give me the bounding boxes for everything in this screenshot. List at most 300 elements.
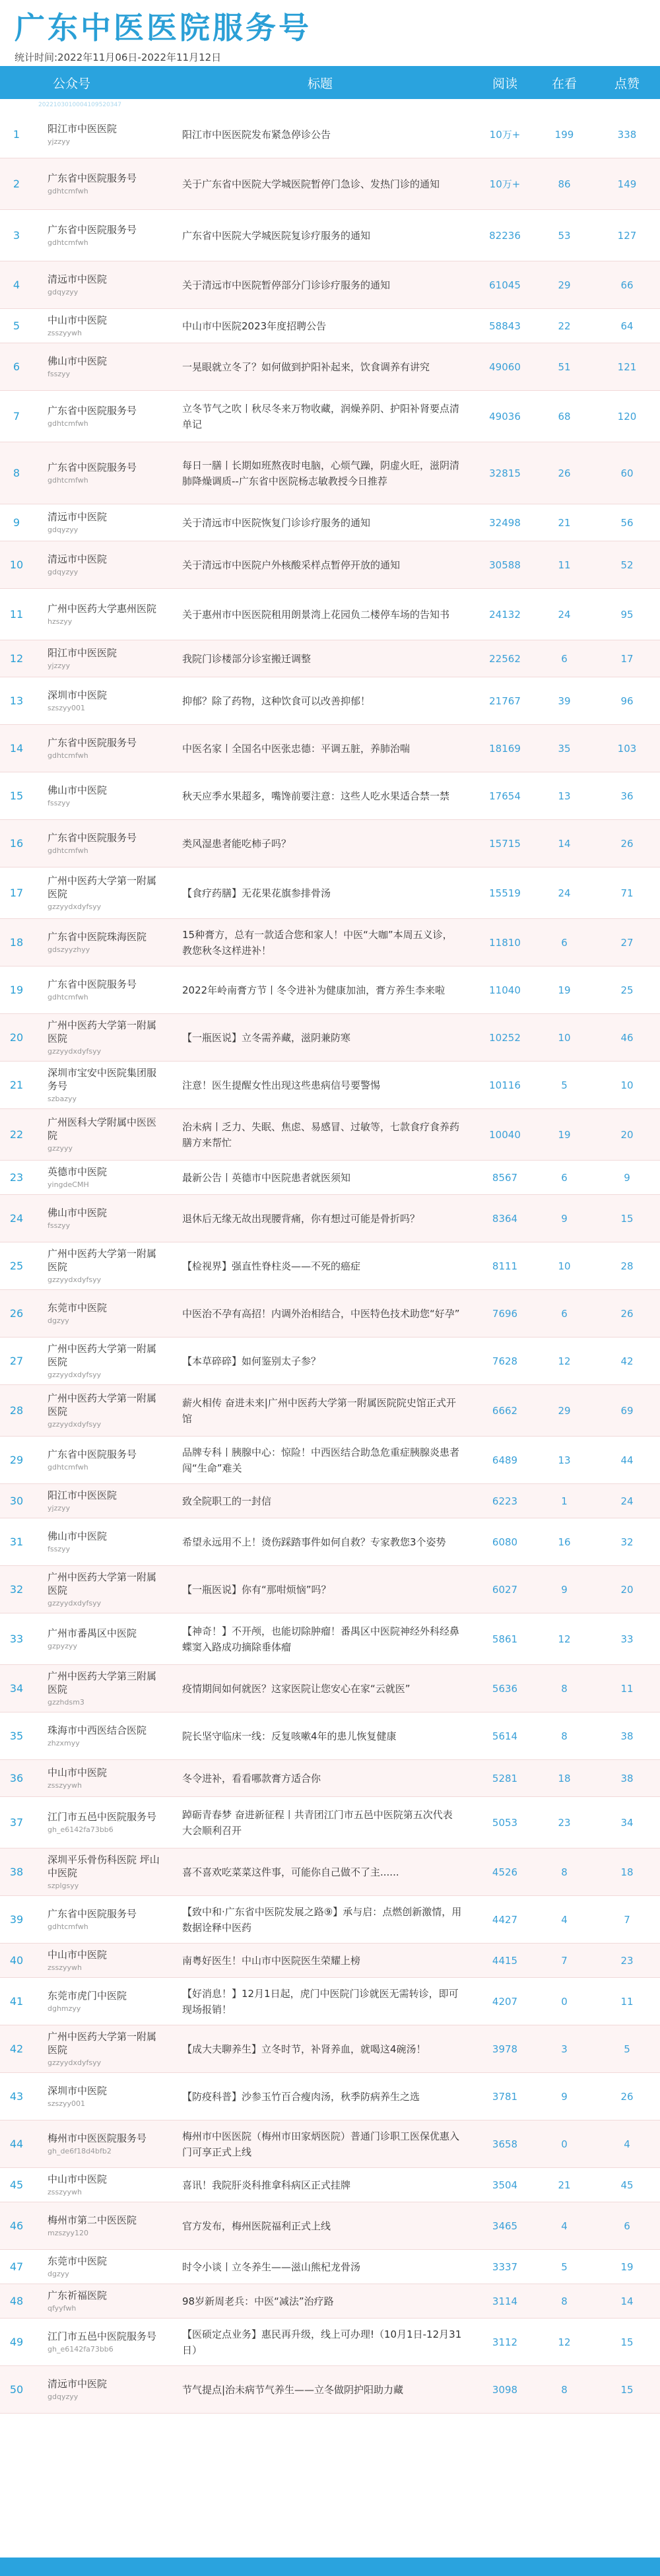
row-account[interactable] (33, 1766, 165, 1790)
look-count: 4 (561, 2220, 568, 2232)
row-account[interactable] (33, 2254, 165, 2279)
row-account[interactable] (33, 1948, 165, 1973)
look-count: 4 (561, 1913, 568, 1926)
look-count: 6 (561, 1307, 568, 1320)
article-title-link[interactable]: 【成大夫聊养生】立冬时节，补肾养血，就喝这4碗汤！ (182, 2043, 426, 2055)
table-row[interactable] (0, 2319, 660, 2366)
table-row[interactable] (0, 1518, 660, 1566)
account-name: 深圳市宝安中医院集团服务号 (48, 1067, 157, 1092)
account-id: dgzyy (48, 2270, 69, 2278)
article-title-link[interactable]: 阳江市中医医院发布紧急停诊公告 (182, 128, 331, 141)
row-index: 44 (9, 2138, 24, 2150)
row-index: 21 (9, 1079, 24, 1091)
article-title-link[interactable]: 官方发布，梅州医院福利正式上线 (182, 2220, 331, 2232)
table-row[interactable] (0, 343, 660, 391)
account-name: 广东省中医院服务号 (48, 405, 137, 417)
like-count: 26 (620, 837, 634, 850)
article-title-link[interactable]: 【本草碎碎】如何鉴别太子参？ (182, 1355, 321, 1367)
account-name: 清远市中医院 (48, 273, 108, 285)
article-title-link[interactable]: 关于清远市中医院暂停部分门诊诊疗服务的通知 (182, 279, 391, 291)
read-count: 32498 (489, 516, 521, 529)
account-id: mzszyy120 (48, 2229, 89, 2237)
read-count: 5861 (492, 1633, 518, 1645)
look-count: 12 (558, 1355, 571, 1367)
account-id: gzzyydxdyfsyy (48, 1047, 102, 1056)
row-account[interactable] (33, 930, 165, 955)
table-row[interactable] (0, 2025, 660, 2073)
row-account[interactable] (33, 510, 165, 535)
row-account[interactable] (33, 1019, 165, 1056)
header-looks: 在看 (551, 76, 577, 91)
row-index: 13 (9, 695, 24, 707)
row-account[interactable] (33, 2030, 165, 2068)
table-row[interactable] (0, 1014, 660, 1062)
footer-bar (0, 2558, 660, 2576)
row-account[interactable] (33, 1165, 165, 1190)
article-title-link[interactable]: 踔砺青春梦 奋进新征程丨共青团江门市五邑中医院第五次代表大会顺利召开 (182, 1808, 453, 1837)
row-index: 26 (9, 1307, 24, 1320)
row-account[interactable] (33, 1907, 165, 1932)
article-title-link[interactable]: 退休后无缘无故出现腰背痛，你有想过可能是骨折吗？ (182, 1212, 420, 1225)
account-name: 深圳市中医院 (48, 689, 108, 701)
row-account[interactable] (33, 1571, 165, 1608)
table-row[interactable] (0, 1760, 660, 1797)
article-title-link[interactable]: 疫情期间如何就医？这家医院让您安心在家“云就医” (182, 1682, 411, 1695)
header-title: 标题 (307, 76, 333, 91)
row-account[interactable] (33, 1301, 165, 1326)
article-title-link[interactable]: 致全院职工的一封信 (182, 1495, 272, 1507)
account-name: 广东祈福医院 (48, 2289, 108, 2301)
row-account[interactable] (33, 461, 165, 485)
row-account[interactable] (33, 1116, 165, 1153)
account-id: gzzyydxdyfsyy (48, 1420, 102, 1429)
look-count: 9 (561, 2090, 568, 2103)
article-title-link[interactable]: 秋天应季水果超多，嘴馋前要注意：这些人吃水果适合禁一禁 (182, 790, 450, 802)
row-account[interactable] (33, 1530, 165, 1554)
table-row[interactable] (0, 504, 660, 541)
article-title-link[interactable]: 喜讯！我院肝炎科推拿科病区正式挂牌 (182, 2179, 351, 2191)
row-account[interactable] (33, 1066, 165, 1104)
table-row[interactable] (0, 589, 660, 640)
row-account[interactable] (33, 874, 165, 912)
article-title-link[interactable]: 薪火相传 奋进未来|广州中医药大学第一附属医院院史馆正式开馆 (182, 1396, 456, 1425)
read-count: 6662 (492, 1404, 518, 1417)
row-account[interactable] (33, 2173, 165, 2197)
row-index: 49 (9, 2336, 24, 2348)
row-account[interactable] (33, 1247, 165, 1285)
article-title-link[interactable]: 中山市中医院2023年度招聘公告 (182, 320, 327, 332)
account-id: gdszyyzhyy (48, 945, 90, 954)
table-row[interactable] (0, 2284, 660, 2319)
like-count: 15 (620, 2336, 634, 2348)
table-row[interactable] (0, 261, 660, 309)
row-index: 31 (9, 1536, 24, 1548)
row-account[interactable] (33, 2330, 165, 2354)
read-count: 11040 (489, 984, 521, 996)
account-name: 广州中医药大学第一附属医院 (48, 875, 157, 900)
table-row[interactable] (0, 1484, 660, 1518)
row-index: 18 (9, 936, 24, 949)
table-row[interactable] (0, 1665, 660, 1712)
table-row[interactable] (0, 725, 660, 772)
like-count: 44 (620, 1454, 634, 1466)
row-account[interactable] (33, 2377, 165, 2402)
look-count: 8 (561, 1866, 568, 1878)
look-count: 19 (558, 1128, 571, 1141)
row-account[interactable] (33, 602, 165, 627)
look-count: 29 (558, 1404, 571, 1417)
row-index: 38 (9, 1866, 24, 1878)
like-count: 127 (617, 229, 637, 242)
read-count: 24132 (489, 608, 521, 621)
account-id: gzzhdsm3 (48, 1698, 84, 1707)
like-count: 103 (617, 742, 637, 755)
like-count: 56 (620, 516, 634, 529)
account-name: 佛山市中医院 (48, 1207, 108, 1219)
header-likes: 点赞 (614, 76, 640, 91)
read-count: 32815 (489, 467, 521, 479)
look-count: 23 (558, 1816, 571, 1829)
account-name: 中山市中医院 (48, 2173, 108, 2185)
row-account[interactable] (33, 2214, 165, 2238)
look-count: 6 (561, 652, 568, 665)
account-name: 中山市中医院 (48, 314, 108, 326)
account-name: 广州医科大学附属中医医院 (48, 1116, 157, 1141)
look-count: 6 (561, 1171, 568, 1184)
account-id: gdqyzyy (48, 568, 79, 576)
table-row[interactable] (0, 1712, 660, 1760)
row-index: 35 (9, 1730, 24, 1742)
article-title-link[interactable]: 梅州市中医医院（梅州市田家炳医院）普通门诊职工医保优惠入门可享正式上线 (182, 2130, 460, 2158)
article-title-link[interactable]: 【一瓶医说】立冬需养藏，滋阴兼防寒 (182, 1031, 351, 1044)
account-id: szszyy001 (48, 2099, 86, 2108)
table-row[interactable] (0, 309, 660, 343)
row-account[interactable] (33, 736, 165, 761)
table-row[interactable] (0, 677, 660, 725)
read-count: 10万+ (489, 178, 521, 190)
row-account[interactable] (33, 1724, 165, 1748)
header-reads: 阅读 (492, 76, 517, 91)
account-name: 中山市中医院 (48, 1949, 108, 1961)
table-row[interactable] (0, 2250, 660, 2284)
row-account[interactable] (33, 689, 165, 713)
table-row[interactable] (0, 1848, 660, 1896)
account-id: szplgsyy (48, 1881, 79, 1890)
like-count: 11 (620, 1995, 634, 2008)
article-title-link[interactable]: 【防疫科普】沙参玉竹百合瘦肉汤，秋季防病养生之选 (182, 2090, 420, 2103)
article-title-link[interactable]: 院长坚守临床一线：反复咳嗽4年的患儿恢复健康 (182, 1730, 397, 1742)
row-index: 41 (9, 1995, 24, 2008)
table-row[interactable] (0, 640, 660, 677)
row-index: 5 (13, 320, 20, 332)
like-count: 42 (620, 1355, 634, 1367)
account-name: 广州中医药大学惠州医院 (48, 603, 157, 615)
article-title-link[interactable]: 关于广东省中医院大学城医院暂停门急诊、发热门诊的通知 (182, 178, 440, 190)
look-count: 16 (558, 1536, 571, 1548)
table-row[interactable] (0, 541, 660, 589)
article-title-link[interactable]: 98岁新周老兵：中医“减法”治疗路 (182, 2295, 334, 2307)
row-index: 33 (9, 1633, 24, 1645)
article-title-link[interactable]: 15种膏方，总有一款适合您和家人！中医“大咖”本周五义诊，教您秋冬这样进补！ (182, 928, 453, 957)
row-account[interactable] (33, 355, 165, 379)
article-title-link[interactable]: 【致中和·广东省中医院发展之路⑨】承与启：点燃创新激情，用数据诠释中医药 (182, 1905, 462, 1934)
row-account[interactable] (33, 223, 165, 248)
like-count: 15 (620, 2383, 634, 2396)
article-title-link[interactable]: 关于清远市中医院恢复门诊诊疗服务的通知 (182, 516, 371, 529)
account-id: gh_de6f18d4bfb2 (48, 2147, 112, 2155)
article-title-link[interactable]: 【一瓶医说】你有“那咁烦恼”吗？ (182, 1583, 331, 1596)
article-title-link[interactable]: 喜不喜欢吃菜菜这件事，可能你自己做不了主...... (182, 1866, 399, 1878)
article-title-link[interactable]: 【检视界】强直性脊柱炎——不死的癌症 (182, 1260, 361, 1272)
account-name: 深圳市中医院 (48, 2085, 108, 2097)
table-row[interactable] (0, 1109, 660, 1161)
table-row[interactable] (0, 1613, 660, 1665)
table-row[interactable] (0, 1566, 660, 1613)
read-count: 82236 (489, 229, 521, 242)
row-index: 36 (9, 1772, 24, 1784)
account-id: gzzyydxdyfsyy (48, 1371, 102, 1379)
table-body (0, 111, 660, 2414)
read-count: 15519 (489, 887, 521, 899)
row-account[interactable] (33, 1342, 165, 1380)
look-count: 13 (558, 1454, 571, 1466)
article-title-link[interactable]: 关于惠州市中医医院租用朗景湾上花园负二楼停车场的告知书 (182, 608, 450, 621)
article-title-link[interactable]: 我院门诊楼部分诊室搬迁调整 (182, 652, 312, 665)
table-row[interactable] (0, 442, 660, 504)
like-count: 25 (620, 984, 634, 996)
like-count: 4 (624, 2138, 630, 2150)
table-row[interactable] (0, 867, 660, 919)
row-index: 7 (13, 410, 20, 423)
table-row[interactable] (0, 1242, 660, 1290)
article-title-link[interactable]: 一晃眼就立冬了？如何做到护阳补起来，饮食调养有讲究 (182, 360, 430, 373)
row-account[interactable] (33, 1392, 165, 1429)
table-row[interactable] (0, 820, 660, 867)
row-index: 6 (13, 360, 20, 373)
account-name: 广州中医药大学第一附属医院 (48, 1248, 157, 1273)
table-row[interactable] (0, 2120, 660, 2168)
table-row[interactable] (0, 1797, 660, 1848)
read-count: 6223 (492, 1495, 518, 1507)
stat-period: 统计时间:2022年11月06日-2022年11月12日 (15, 51, 222, 63)
table-row[interactable] (0, 2202, 660, 2250)
read-count: 3781 (492, 2090, 518, 2103)
read-count: 11810 (489, 936, 521, 949)
table-row[interactable] (0, 2168, 660, 2202)
article-title-link[interactable]: 希望永远用不上！烫伤踩踏事件如何自救？专家教您3个姿势 (182, 1536, 446, 1548)
table-row[interactable] (0, 158, 660, 210)
article-title-link[interactable]: 广东省中医院大学城医院复诊疗服务的通知 (182, 229, 371, 242)
row-account[interactable] (33, 2084, 165, 2109)
row-account[interactable] (33, 1989, 165, 2014)
row-index: 32 (9, 1583, 24, 1596)
read-count: 17654 (489, 790, 521, 802)
row-index: 46 (9, 2220, 24, 2232)
article-title-link[interactable]: 中医名家丨全国名中医张忠德：平调五脏，养肺治喘 (182, 742, 411, 755)
account-name: 广东省中医院服务号 (48, 737, 137, 749)
like-count: 66 (620, 279, 634, 291)
row-index: 42 (9, 2043, 24, 2055)
row-index: 16 (9, 837, 24, 850)
like-count: 19 (620, 2260, 634, 2273)
row-account[interactable] (33, 1206, 165, 1231)
row-account[interactable] (33, 1853, 165, 1891)
article-title-link[interactable]: 每日一膳丨长期如班熬夜时电脑，心烦气躁，阴虚火旺，滋阴清肺降燥调质--广东省中医院杨志敏教授今日推荐 (182, 459, 460, 487)
account-id: gdhtcmfwh (48, 993, 88, 1001)
look-count: 5 (561, 2260, 568, 2273)
like-count: 24 (620, 1495, 634, 1507)
read-count: 5636 (492, 1682, 518, 1695)
article-title-link[interactable]: 品牌专科丨胰腺中心：惊险！中西医结合助急危重症胰腺炎患者闯“生命”难关 (182, 1446, 460, 1474)
row-account[interactable] (33, 1670, 165, 1707)
table-row[interactable] (0, 1290, 660, 1338)
table-row[interactable] (0, 2073, 660, 2120)
table-row[interactable] (0, 1978, 660, 2025)
row-account[interactable] (33, 2289, 165, 2313)
table-row[interactable] (0, 391, 660, 442)
row-index: 2 (13, 178, 20, 190)
row-index: 23 (9, 1171, 24, 1184)
account-id: fsszyy (48, 370, 71, 378)
article-title-link[interactable]: 抑郁？除了药物，这种饮食可以改善抑郁！ (182, 695, 371, 707)
account-id: zsszyywh (48, 2188, 82, 2196)
row-index: 34 (9, 1682, 24, 1695)
article-title-link[interactable]: 中医治不孕有高招！内调外治相结合，中医特色技术助您“好孕” (182, 1307, 460, 1320)
row-account[interactable] (33, 122, 165, 147)
look-count: 10 (558, 1031, 571, 1044)
like-count: 32 (620, 1536, 634, 1548)
row-index: 37 (9, 1816, 24, 1829)
table-row[interactable] (0, 919, 660, 966)
read-count: 18169 (489, 742, 521, 755)
like-count: 18 (620, 1866, 634, 1878)
row-account[interactable] (33, 1810, 165, 1835)
table-row[interactable] (0, 772, 660, 820)
row-account[interactable] (33, 172, 165, 196)
look-count: 6 (561, 936, 568, 949)
account-name: 广东省中医院服务号 (48, 224, 137, 236)
row-account[interactable] (33, 404, 165, 428)
read-count: 6080 (492, 1536, 518, 1548)
account-id: gdhtcmfwh (48, 1922, 88, 1931)
row-account[interactable] (33, 553, 165, 577)
table-row[interactable] (0, 1944, 660, 1978)
row-account[interactable] (33, 978, 165, 1002)
article-title-link[interactable]: 【食疗药膳】无花果花旗参排骨汤 (182, 887, 331, 899)
look-count: 11 (558, 559, 571, 571)
read-count: 7696 (492, 1307, 518, 1320)
look-count: 22 (558, 320, 571, 332)
row-account[interactable] (33, 646, 165, 671)
article-title-link[interactable]: 最新公告丨英德市中医院患者就医须知 (182, 1171, 351, 1184)
row-index: 3 (13, 229, 20, 242)
table-row[interactable] (0, 1062, 660, 1109)
read-count: 4207 (492, 1995, 518, 2008)
look-count: 21 (558, 2179, 571, 2191)
account-id: zsszyywh (48, 1781, 82, 1790)
account-id: szszyy001 (48, 704, 86, 712)
read-count: 3098 (492, 2383, 518, 2396)
read-count: 10040 (489, 1128, 521, 1141)
like-count: 6 (624, 2220, 630, 2232)
table-row[interactable] (0, 1437, 660, 1484)
account-id: gdqyzyy (48, 288, 79, 296)
row-index: 50 (9, 2383, 24, 2396)
row-account[interactable] (33, 1627, 165, 1651)
table-row[interactable] (0, 966, 660, 1014)
account-name: 深圳平乐骨伤科医院 坪山中医院 (48, 1854, 160, 1879)
article-title-link[interactable]: 【神奇！】不开颅，也能切除肿瘤！番禺区中医院神经外科经鼻蝶窦入路成功摘除垂体瘤 (182, 1625, 460, 1653)
row-index: 43 (9, 2090, 24, 2103)
account-name: 东莞市中医院 (48, 2255, 108, 2267)
read-count: 5614 (492, 1730, 518, 1742)
article-title-link[interactable]: 【好消息！】12月1日起，虎门中医院门诊就医无需转诊，即可现场报销！ (182, 1987, 459, 2016)
row-account[interactable] (33, 273, 165, 297)
account-id: yjzzyy (48, 1504, 71, 1512)
article-title-link[interactable]: 时令小谈丨立冬养生——滋山熊杞龙骨汤 (182, 2260, 361, 2273)
table-row[interactable] (0, 210, 660, 261)
account-name: 广东省中医院服务号 (48, 172, 137, 184)
row-account[interactable] (33, 784, 165, 808)
like-count: 52 (620, 559, 634, 571)
table-row[interactable] (0, 1161, 660, 1195)
row-account[interactable] (33, 831, 165, 856)
article-title-link[interactable]: 注意！医生提醒女性出现这些患病信号要警惕 (182, 1079, 381, 1091)
table-row[interactable] (0, 2366, 660, 2414)
row-index: 22 (9, 1128, 24, 1141)
article-title-link[interactable]: 冬令进补，看看哪款膏方适合你 (182, 1772, 321, 1784)
row-account[interactable] (33, 2132, 165, 2156)
article-title-link[interactable]: 南粤好医生！中山市中医院医生荣耀上榜 (182, 1954, 361, 1967)
account-id: szbazyy (48, 1095, 77, 1103)
account-id: yjzzyy (48, 137, 71, 146)
account-id: dgzyy (48, 1316, 69, 1325)
account-id: gh_e6142fa73bb6 (48, 1825, 114, 1834)
article-title-link[interactable]: 立冬节气之吹丨秋尽冬来万物收藏，润燥养阴、护阳补肾要点清单记 (182, 402, 460, 430)
table-row[interactable] (0, 1195, 660, 1242)
row-account[interactable] (33, 1448, 165, 1472)
article-title-link[interactable]: 关于清远市中医院户外核酸采样点暂停开放的通知 (182, 559, 401, 571)
table-row[interactable] (0, 1896, 660, 1944)
article-title-link[interactable]: 节气提点|治未病节气养生——立冬做阴护阳助力藏 (182, 2383, 404, 2396)
look-count: 5 (561, 1079, 568, 1091)
read-count: 58843 (489, 320, 521, 332)
account-id: gdhtcmfwh (48, 476, 88, 485)
row-account[interactable] (33, 1489, 165, 1513)
table-row[interactable] (0, 1385, 660, 1437)
look-count: 10 (558, 1260, 571, 1272)
read-count: 4526 (492, 1866, 518, 1878)
read-count: 10116 (489, 1079, 521, 1091)
like-count: 36 (620, 790, 634, 802)
article-title-link[interactable]: 类风湿患者能吃柿子吗？ (182, 837, 292, 850)
row-account[interactable] (33, 314, 165, 338)
look-count: 39 (558, 695, 571, 707)
table-row[interactable] (0, 1338, 660, 1385)
like-count: 17 (620, 652, 634, 665)
account-id: gdhtcmfwh (48, 419, 88, 428)
account-name: 广州中医药大学第一附属医院 (48, 2031, 157, 2056)
article-title-link[interactable]: 2022年岭南膏方节丨冬令进补为健康加油，膏方养生李来啦 (182, 984, 446, 996)
row-index: 8 (13, 467, 20, 479)
account-name: 东莞市虎门中医院 (48, 1990, 127, 2002)
like-count: 15 (620, 1212, 634, 1225)
article-title-link[interactable]: 【医硕定点业务】惠民再升级，线上可办理!（10月1日-12月31日） (182, 2328, 462, 2356)
account-name: 东莞市中医院 (48, 1302, 108, 1314)
row-index: 10 (9, 559, 24, 571)
table-row[interactable] (0, 111, 660, 158)
article-title-link[interactable]: 治未病丨乏力、失眠、焦虑、易感冒、过敏等，七款食疗食养药膳方来帮忙 (182, 1120, 460, 1149)
